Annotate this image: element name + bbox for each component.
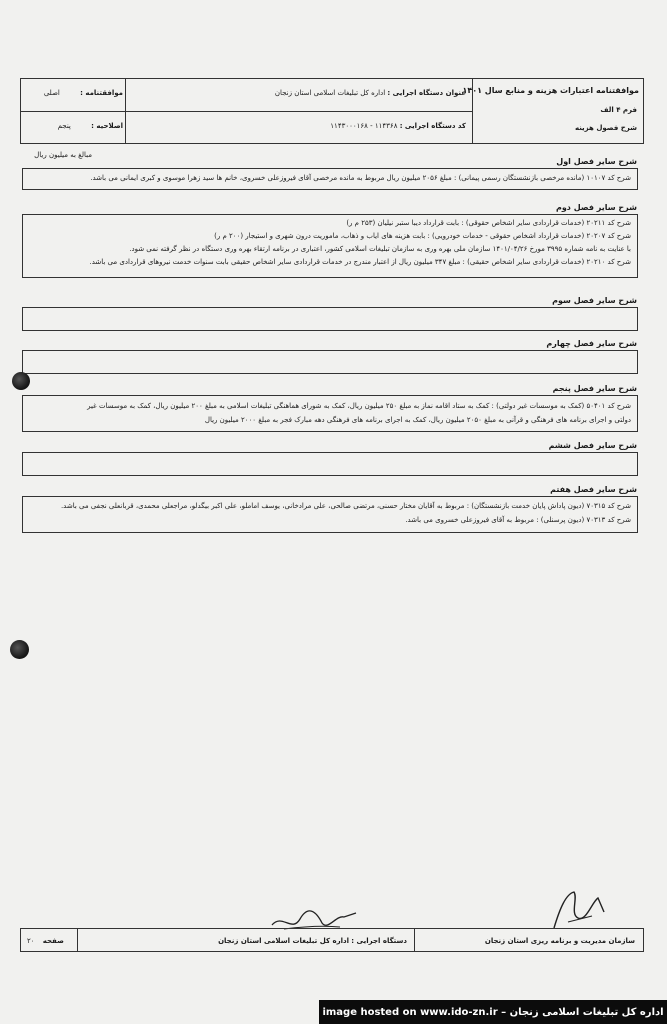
footer-agency-name: اداره کل تبلیغات اسلامی استان زنجان — [218, 937, 350, 945]
agreement-label: موافقتنامه : — [80, 89, 123, 97]
agency-label: عنوان دستگاه اجرایی : — [387, 89, 466, 97]
punch-hole-bottom — [10, 640, 29, 659]
agreement-value: اصلی — [43, 89, 60, 97]
section-5-line-1: شرح کد ۵۰۴۰۱ (کمک به موسسات غیر دولتی) : کمک به ستاد اقامه نماز به مبلغ ۲۵۰ میلیون ریال، کمک به شورای هماهنگی تبلیغات اسلامی به مبلغ ۲۰۰ میلیون ریال، کمک به موسسات غیر — [87, 402, 631, 410]
footer-page-label: صفحه — [42, 937, 64, 945]
form-subtitle: شرح فصول هزینه — [574, 124, 637, 132]
code-row — [330, 121, 466, 131]
section-2-line-4: شرح کد ۲۰۲۱۰ (خدمات قراردادی سایر اشخاص حقیقی) : مبلغ ۳۴۷ میلیون ریال از اعتبار مندرج در خدمات قراردادی سایر اشخاص حقیقی بابت سنوات خدمت نیروهای قراردادی می باشد. — [89, 258, 631, 266]
punch-hole-top — [12, 372, 30, 390]
section-6-title: شرح سایر فصل ششم — [548, 441, 637, 450]
code-value: ۱۱۴۳۶۸ - ۱۱۴۳۰۰۰۱۶۸ — [330, 122, 398, 130]
section-1-box — [22, 168, 638, 190]
footer-agency-label: دستگاه اجرایی : — [351, 937, 407, 945]
section-1-line-1: شرح کد ۱۰۱۰۷ (مانده مرخصی بازنشستگان رسمی پیمانی) : مبلغ ۲۰۵۶ میلیون ریال مربوط به مانده مرخصی آقای فیروزعلی خسروی، خانم ها سید زهرا موسوی و کبری ایمانی می باشد. — [90, 174, 631, 182]
footer-org — [485, 936, 635, 946]
code-label: کد دستگاه اجرایی : — [399, 122, 466, 130]
section-7-line-1: شرح کد ۷۰۳۱۵ (دیون پاداش پایان خدمت بازنشستگان) : مربوط به آقایان مختار حسنی، مرتضی صالحی، علی مرادخانی، یوسف اماملو، علی اکبر بیگدلو، مراجعلی محمدی، قربانعلی نجفی می باشد. — [60, 502, 631, 510]
agreement-row — [44, 88, 123, 98]
section-2-title: شرح سایر فصل دوم — [555, 203, 637, 212]
section-7-title: شرح سایر فصل هفتم — [550, 485, 637, 494]
section-5-box — [22, 395, 638, 432]
header-title-cell — [462, 79, 643, 143]
header-agreement-cell — [21, 79, 127, 143]
form-title: موافقتنامه اعتبارات هزینه و منابع سال ۱۴۰۱ — [462, 86, 639, 95]
section-1-title: شرح سایر فصل اول — [556, 157, 637, 166]
section-7-line-2: شرح کد ۷۰۳۱۳ (دیون پرسنلی) : مربوط به آقای فیروزعلی خسروی می باشد. — [405, 516, 631, 524]
section-2-line-1: شرح کد ۲۰۲۱۱ (خدمات قراردادی سایر اشخاص حقوقی) : بابت قرارداد دیبا ستبر نیلیان (۲۵۳ م ر) — [346, 219, 631, 227]
section-7-box — [22, 496, 638, 533]
header-agency-cell — [126, 79, 472, 143]
amendment-row — [58, 121, 123, 131]
agency-name: اداره کل تبلیغات اسلامی استان زنجان — [274, 89, 386, 97]
section-2-box — [22, 214, 638, 278]
section-6-box — [22, 452, 638, 476]
hosting-watermark: اداره کل تبلیغات اسلامی زنجان – image hosted on www.ido-zn.ir — [319, 1000, 667, 1024]
section-5-line-2: دولتی و اجرای برنامه های فرهنگی و قرآنی به مبلغ ۲۰۵۰ میلیون ریال، کمک به اجرای برنامه های فرهنگی دهه مبارک فجر به مبلغ ۲۰۰۰ میلیون ریال — [204, 416, 631, 424]
agency-row — [275, 88, 466, 98]
section-3-box — [22, 307, 638, 331]
form-code: فرم ۴ الف — [600, 106, 637, 114]
footer-agency — [218, 936, 407, 946]
amendment-value: پنجم — [57, 122, 71, 130]
header-divider — [472, 79, 473, 143]
section-5-title: شرح سایر فصل پنجم — [552, 384, 637, 393]
unit-note: مبالغ به میلیون ریال — [34, 151, 92, 159]
section-4-title: شرح سایر فصل چهارم — [546, 339, 637, 348]
footer-org-text: سازمان مدیریت و برنامه ریزی استان زنجان — [484, 937, 635, 945]
section-3-title: شرح سایر فصل سوم — [552, 296, 637, 305]
footer-page-number: ۲۰ — [27, 937, 35, 945]
footer-page — [27, 936, 64, 946]
header-box — [20, 78, 644, 144]
section-2-line-3: با عنایت به نامه شماره ۳۹۹۵ مورخ ۱۴۰۱/۰۴/۲۶ سازمان ملی بهره وری به سازمان تبلیغات اسلامی کشور، اعتباری در برنامه ارتقاء بهره وری دستگاه در نظر گرفته نمی شود. — [129, 245, 631, 253]
footer-box — [20, 928, 644, 952]
section-2-line-2: شرح کد ۲۰۲۰۷ (خدمات قرارداد اشخاص حقوقی - خدمات خودرویی) : بابت هزینه های ایاب و ذهاب، ماموریت درون شهری و استیجار (۲۰۰ م ر) — [214, 232, 631, 240]
amendment-label: اصلاحیه : — [91, 122, 123, 130]
signature-right — [548, 888, 608, 932]
section-4-box — [22, 350, 638, 374]
